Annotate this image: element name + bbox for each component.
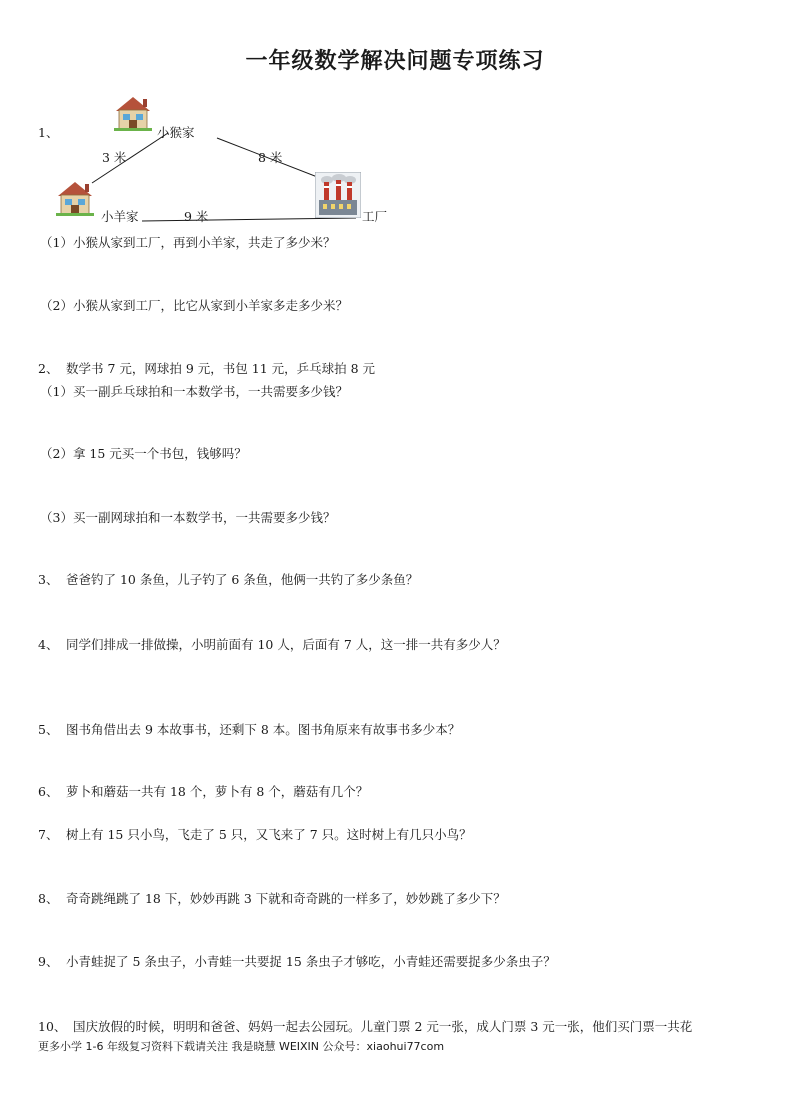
question-number: 5、	[38, 722, 59, 737]
factory-label: 工厂	[362, 209, 388, 224]
factory-icon	[315, 172, 361, 222]
house-icon	[56, 180, 94, 220]
question-number: 1、	[38, 125, 59, 140]
question-text: 国庆放假的时候，明明和爸爸、妈妈一起去公园玩。儿童门票 2 元一张，成人门票 3 元一张，他们买门票一共花	[73, 1019, 693, 1034]
question-number: 9、	[38, 954, 59, 969]
question-text: （2）拿 15 元买一个书包，钱够吗？	[40, 446, 247, 461]
sheep-home-label: 小羊家	[101, 209, 139, 224]
question-number: 3、	[38, 572, 59, 587]
house-icon	[114, 95, 152, 135]
question-text: 萝卜和蘑菇一共有 18 个，萝卜有 8 个，蘑菇有几个？	[66, 784, 369, 799]
question-number: 4、	[38, 637, 59, 652]
question-text: （1）小猴从家到工厂，再到小羊家，共走了多少米？	[40, 235, 336, 250]
question-text: （3）买一副网球拍和一本数学书，一共需要多少钱？	[40, 510, 336, 525]
question-text: 同学们排成一排做操，小明前面有 10 人，后面有 7 人，这一排一共有多少人？	[66, 637, 506, 652]
question-text: （1）买一副乒乓球拍和一本数学书，一共需要多少钱？	[40, 384, 348, 399]
monkey-home-label: 小猴家	[157, 125, 195, 140]
question-text: 图书角借出去 9 本故事书，还剩下 8 本。图书角原来有故事书多少本？	[66, 722, 461, 737]
distance-label: 9 米	[184, 209, 209, 224]
question-text: 树上有 15 只小鸟，飞走了 5 只，又飞来了 7 只。这时树上有几只小鸟？	[66, 827, 472, 842]
question-text: （2）小猴从家到工厂，比它从家到小羊家多走多少米？	[40, 298, 348, 313]
question-number: 10、	[38, 1019, 67, 1034]
question-number: 2、	[38, 361, 59, 376]
question-text: 数学书 7 元，网球拍 9 元，书包 11 元，乒乓球拍 8 元	[66, 361, 376, 376]
distance-label: 8 米	[258, 150, 283, 165]
footer-note: 更多小学 1-6 年级复习资料下载请关注 我是晓慧 WEIXIN 公众号：xiaohui77com	[38, 1040, 445, 1053]
question-number: 8、	[38, 891, 59, 906]
question-text: 小青蛙捉了 5 条虫子，小青蛙一共要捉 15 条虫子才够吃，小青蛙还需要捉多少条虫子？	[66, 954, 556, 969]
question-number: 6、	[38, 784, 59, 799]
question-text: 爸爸钓了 10 条鱼，儿子钓了 6 条鱼，他俩一共钓了多少条鱼？	[66, 572, 419, 587]
distance-label: 3 米	[102, 150, 127, 165]
page-title: 一年级数学解决问题专项练习	[245, 49, 545, 74]
question-text: 奇奇跳绳跳了 18 下，妙妙再跳 3 下就和奇奇跳的一样多了，妙妙跳了多少下？	[66, 891, 506, 906]
question-number: 7、	[38, 827, 59, 842]
